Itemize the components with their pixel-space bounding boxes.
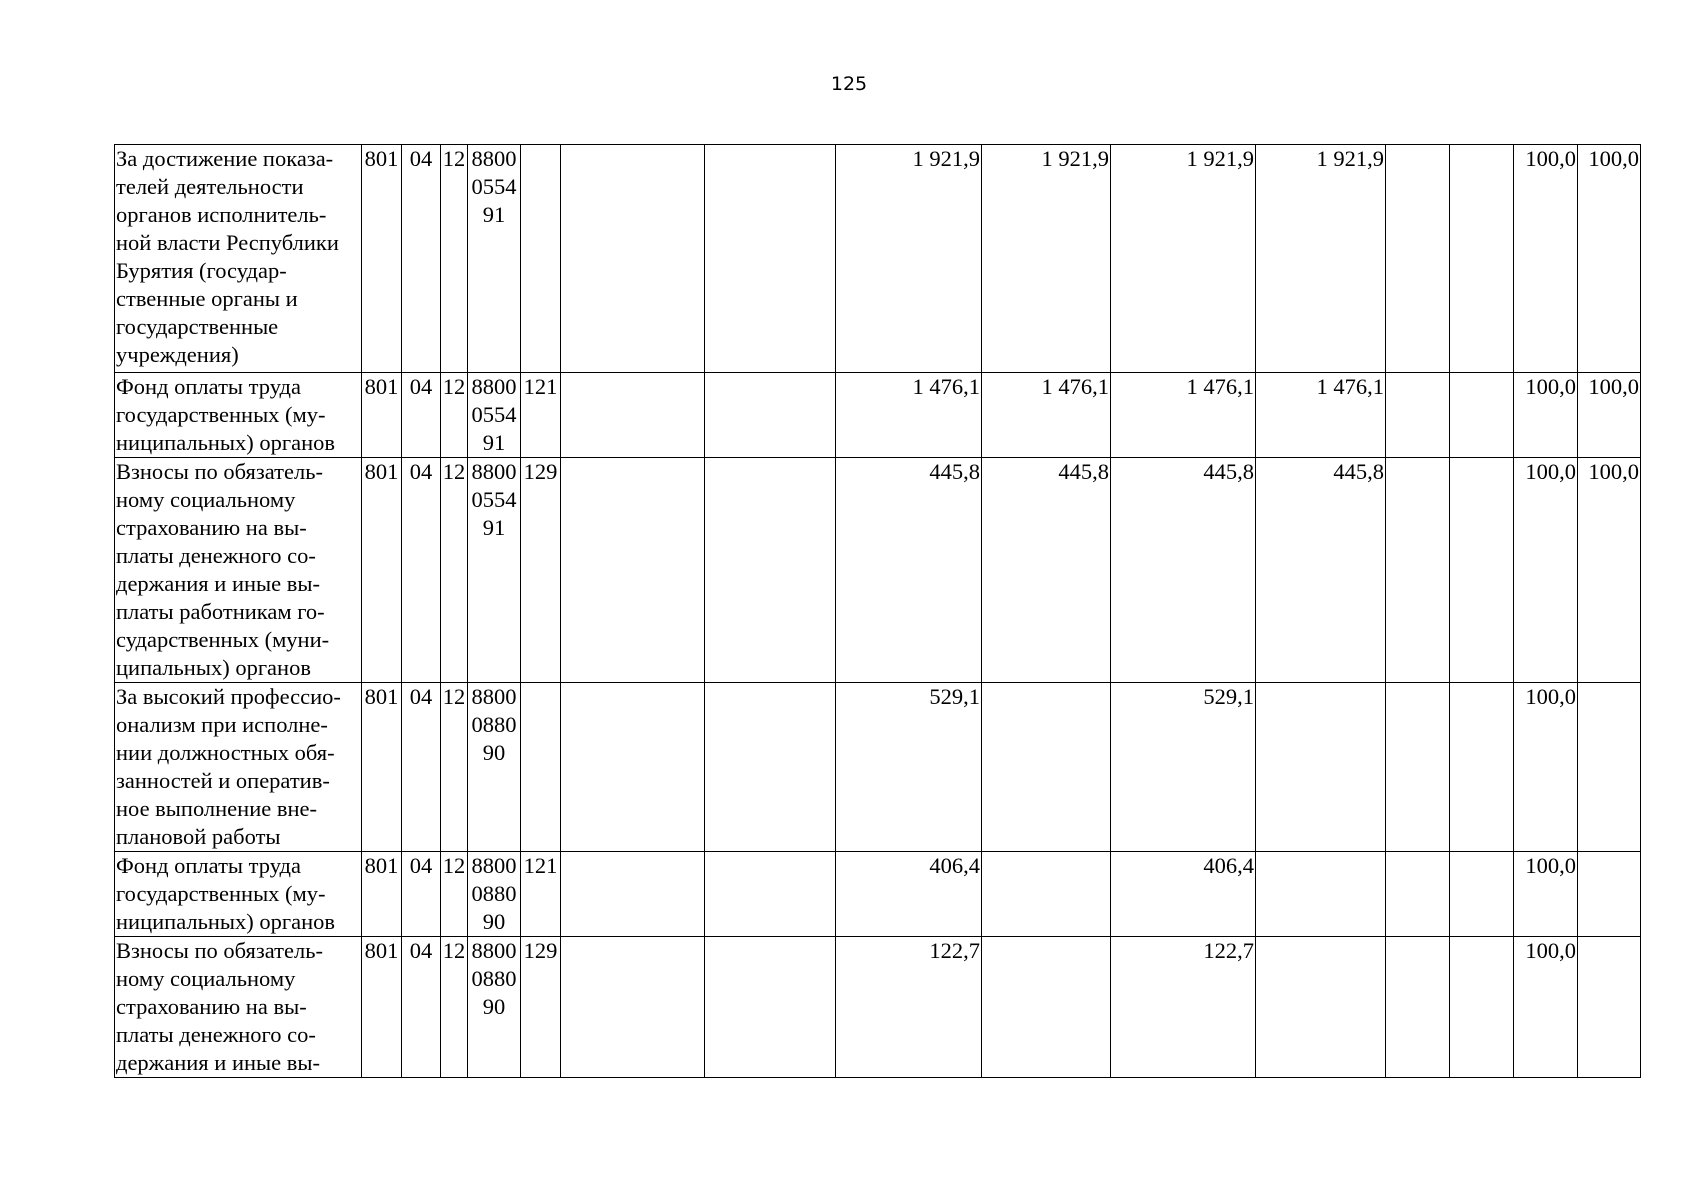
cell-amount-4 (1256, 937, 1386, 1078)
cell-amount-2 (982, 937, 1111, 1078)
cell-amount-3: 122,7 (1111, 937, 1256, 1078)
cell-empty (1450, 458, 1514, 683)
cell-vr (521, 683, 561, 852)
cell-rz: 04 (402, 683, 441, 852)
cell-amount-2: 445,8 (982, 458, 1111, 683)
cell-empty (705, 937, 836, 1078)
cell-empty (705, 458, 836, 683)
cell-name: Фонд оплаты труда государственных (му-ниципальных) органов (115, 852, 362, 937)
cell-empty (1386, 373, 1450, 458)
cell-csr: 8800088090 (468, 937, 521, 1078)
cell-percent-1: 100,0 (1514, 937, 1578, 1078)
cell-empty (561, 852, 705, 937)
table-row (115, 937, 1641, 1078)
cell-percent-2: 100,0 (1578, 145, 1641, 373)
cell-empty (1386, 852, 1450, 937)
cell-empty (705, 373, 836, 458)
budget-table (114, 144, 1641, 1078)
cell-pr: 12 (441, 683, 468, 852)
cell-empty (561, 683, 705, 852)
table-row (115, 683, 1641, 852)
cell-empty (1450, 373, 1514, 458)
table-row (115, 373, 1641, 458)
cell-name: За достижение показа-телей деятельности органов исполнитель-ной власти Республики Бурятия (государ-ственные органы и государственные учреждения) (115, 145, 362, 373)
cell-amount-4: 1 921,9 (1256, 145, 1386, 373)
cell-amount-4: 1 476,1 (1256, 373, 1386, 458)
cell-csr: 8800055491 (468, 458, 521, 683)
cell-vr: 121 (521, 373, 561, 458)
cell-name: Взносы по обязатель-ному социальному страхованию на вы-платы денежного со-держания и иные вы-платы работникам го-сударственных (муни-ципальных) органов (115, 458, 362, 683)
cell-name: Взносы по обязатель-ному социальному страхованию на вы-платы денежного со-держания и иные вы- (115, 937, 362, 1078)
cell-empty (1450, 852, 1514, 937)
cell-percent-1: 100,0 (1514, 852, 1578, 937)
cell-amount-1: 529,1 (836, 683, 982, 852)
cell-percent-2 (1578, 852, 1641, 937)
cell-amount-4 (1256, 852, 1386, 937)
cell-amount-4 (1256, 683, 1386, 852)
cell-pr: 12 (441, 145, 468, 373)
cell-empty (1450, 145, 1514, 373)
cell-pr: 12 (441, 373, 468, 458)
cell-percent-1: 100,0 (1514, 145, 1578, 373)
cell-empty (561, 458, 705, 683)
cell-vr: 129 (521, 937, 561, 1078)
cell-empty (1386, 458, 1450, 683)
cell-empty (1386, 683, 1450, 852)
cell-pr: 12 (441, 852, 468, 937)
cell-empty (705, 145, 836, 373)
cell-vr (521, 145, 561, 373)
cell-pr: 12 (441, 458, 468, 683)
cell-pr: 12 (441, 937, 468, 1078)
cell-percent-2 (1578, 937, 1641, 1078)
cell-grbs: 801 (362, 937, 402, 1078)
cell-csr: 8800055491 (468, 145, 521, 373)
cell-csr: 8800055491 (468, 373, 521, 458)
cell-percent-2: 100,0 (1578, 373, 1641, 458)
cell-amount-4: 445,8 (1256, 458, 1386, 683)
cell-grbs: 801 (362, 145, 402, 373)
cell-amount-2 (982, 852, 1111, 937)
cell-empty (1450, 683, 1514, 852)
cell-amount-1: 406,4 (836, 852, 982, 937)
cell-name: За высокий профессио-онализм при исполне-нии должностных обя-занностей и оператив-ное выполнение вне-плановой работы (115, 683, 362, 852)
cell-amount-2: 1 476,1 (982, 373, 1111, 458)
cell-amount-1: 1 476,1 (836, 373, 982, 458)
cell-grbs: 801 (362, 373, 402, 458)
cell-amount-2 (982, 683, 1111, 852)
cell-csr: 8800088090 (468, 683, 521, 852)
cell-rz: 04 (402, 852, 441, 937)
cell-empty (561, 145, 705, 373)
cell-rz: 04 (402, 373, 441, 458)
cell-name: Фонд оплаты труда государственных (му-ниципальных) органов (115, 373, 362, 458)
cell-csr: 8800088090 (468, 852, 521, 937)
cell-rz: 04 (402, 145, 441, 373)
cell-amount-3: 1 476,1 (1111, 373, 1256, 458)
cell-percent-1: 100,0 (1514, 683, 1578, 852)
cell-empty (1386, 145, 1450, 373)
cell-amount-1: 122,7 (836, 937, 982, 1078)
cell-grbs: 801 (362, 458, 402, 683)
cell-amount-2: 1 921,9 (982, 145, 1111, 373)
cell-empty (705, 683, 836, 852)
cell-percent-2 (1578, 683, 1641, 852)
table-row (115, 145, 1641, 373)
cell-vr: 121 (521, 852, 561, 937)
cell-empty (561, 373, 705, 458)
cell-empty (705, 852, 836, 937)
cell-amount-3: 406,4 (1111, 852, 1256, 937)
cell-rz: 04 (402, 937, 441, 1078)
cell-percent-2: 100,0 (1578, 458, 1641, 683)
cell-amount-3: 445,8 (1111, 458, 1256, 683)
cell-empty (561, 937, 705, 1078)
cell-vr: 129 (521, 458, 561, 683)
page-number: 125 (830, 73, 868, 95)
cell-empty (1450, 937, 1514, 1078)
cell-amount-3: 1 921,9 (1111, 145, 1256, 373)
cell-amount-1: 445,8 (836, 458, 982, 683)
cell-percent-1: 100,0 (1514, 373, 1578, 458)
table-row (115, 458, 1641, 683)
cell-empty (1386, 937, 1450, 1078)
cell-grbs: 801 (362, 683, 402, 852)
cell-amount-3: 529,1 (1111, 683, 1256, 852)
cell-percent-1: 100,0 (1514, 458, 1578, 683)
table-row (115, 852, 1641, 937)
cell-rz: 04 (402, 458, 441, 683)
cell-amount-1: 1 921,9 (836, 145, 982, 373)
cell-grbs: 801 (362, 852, 402, 937)
